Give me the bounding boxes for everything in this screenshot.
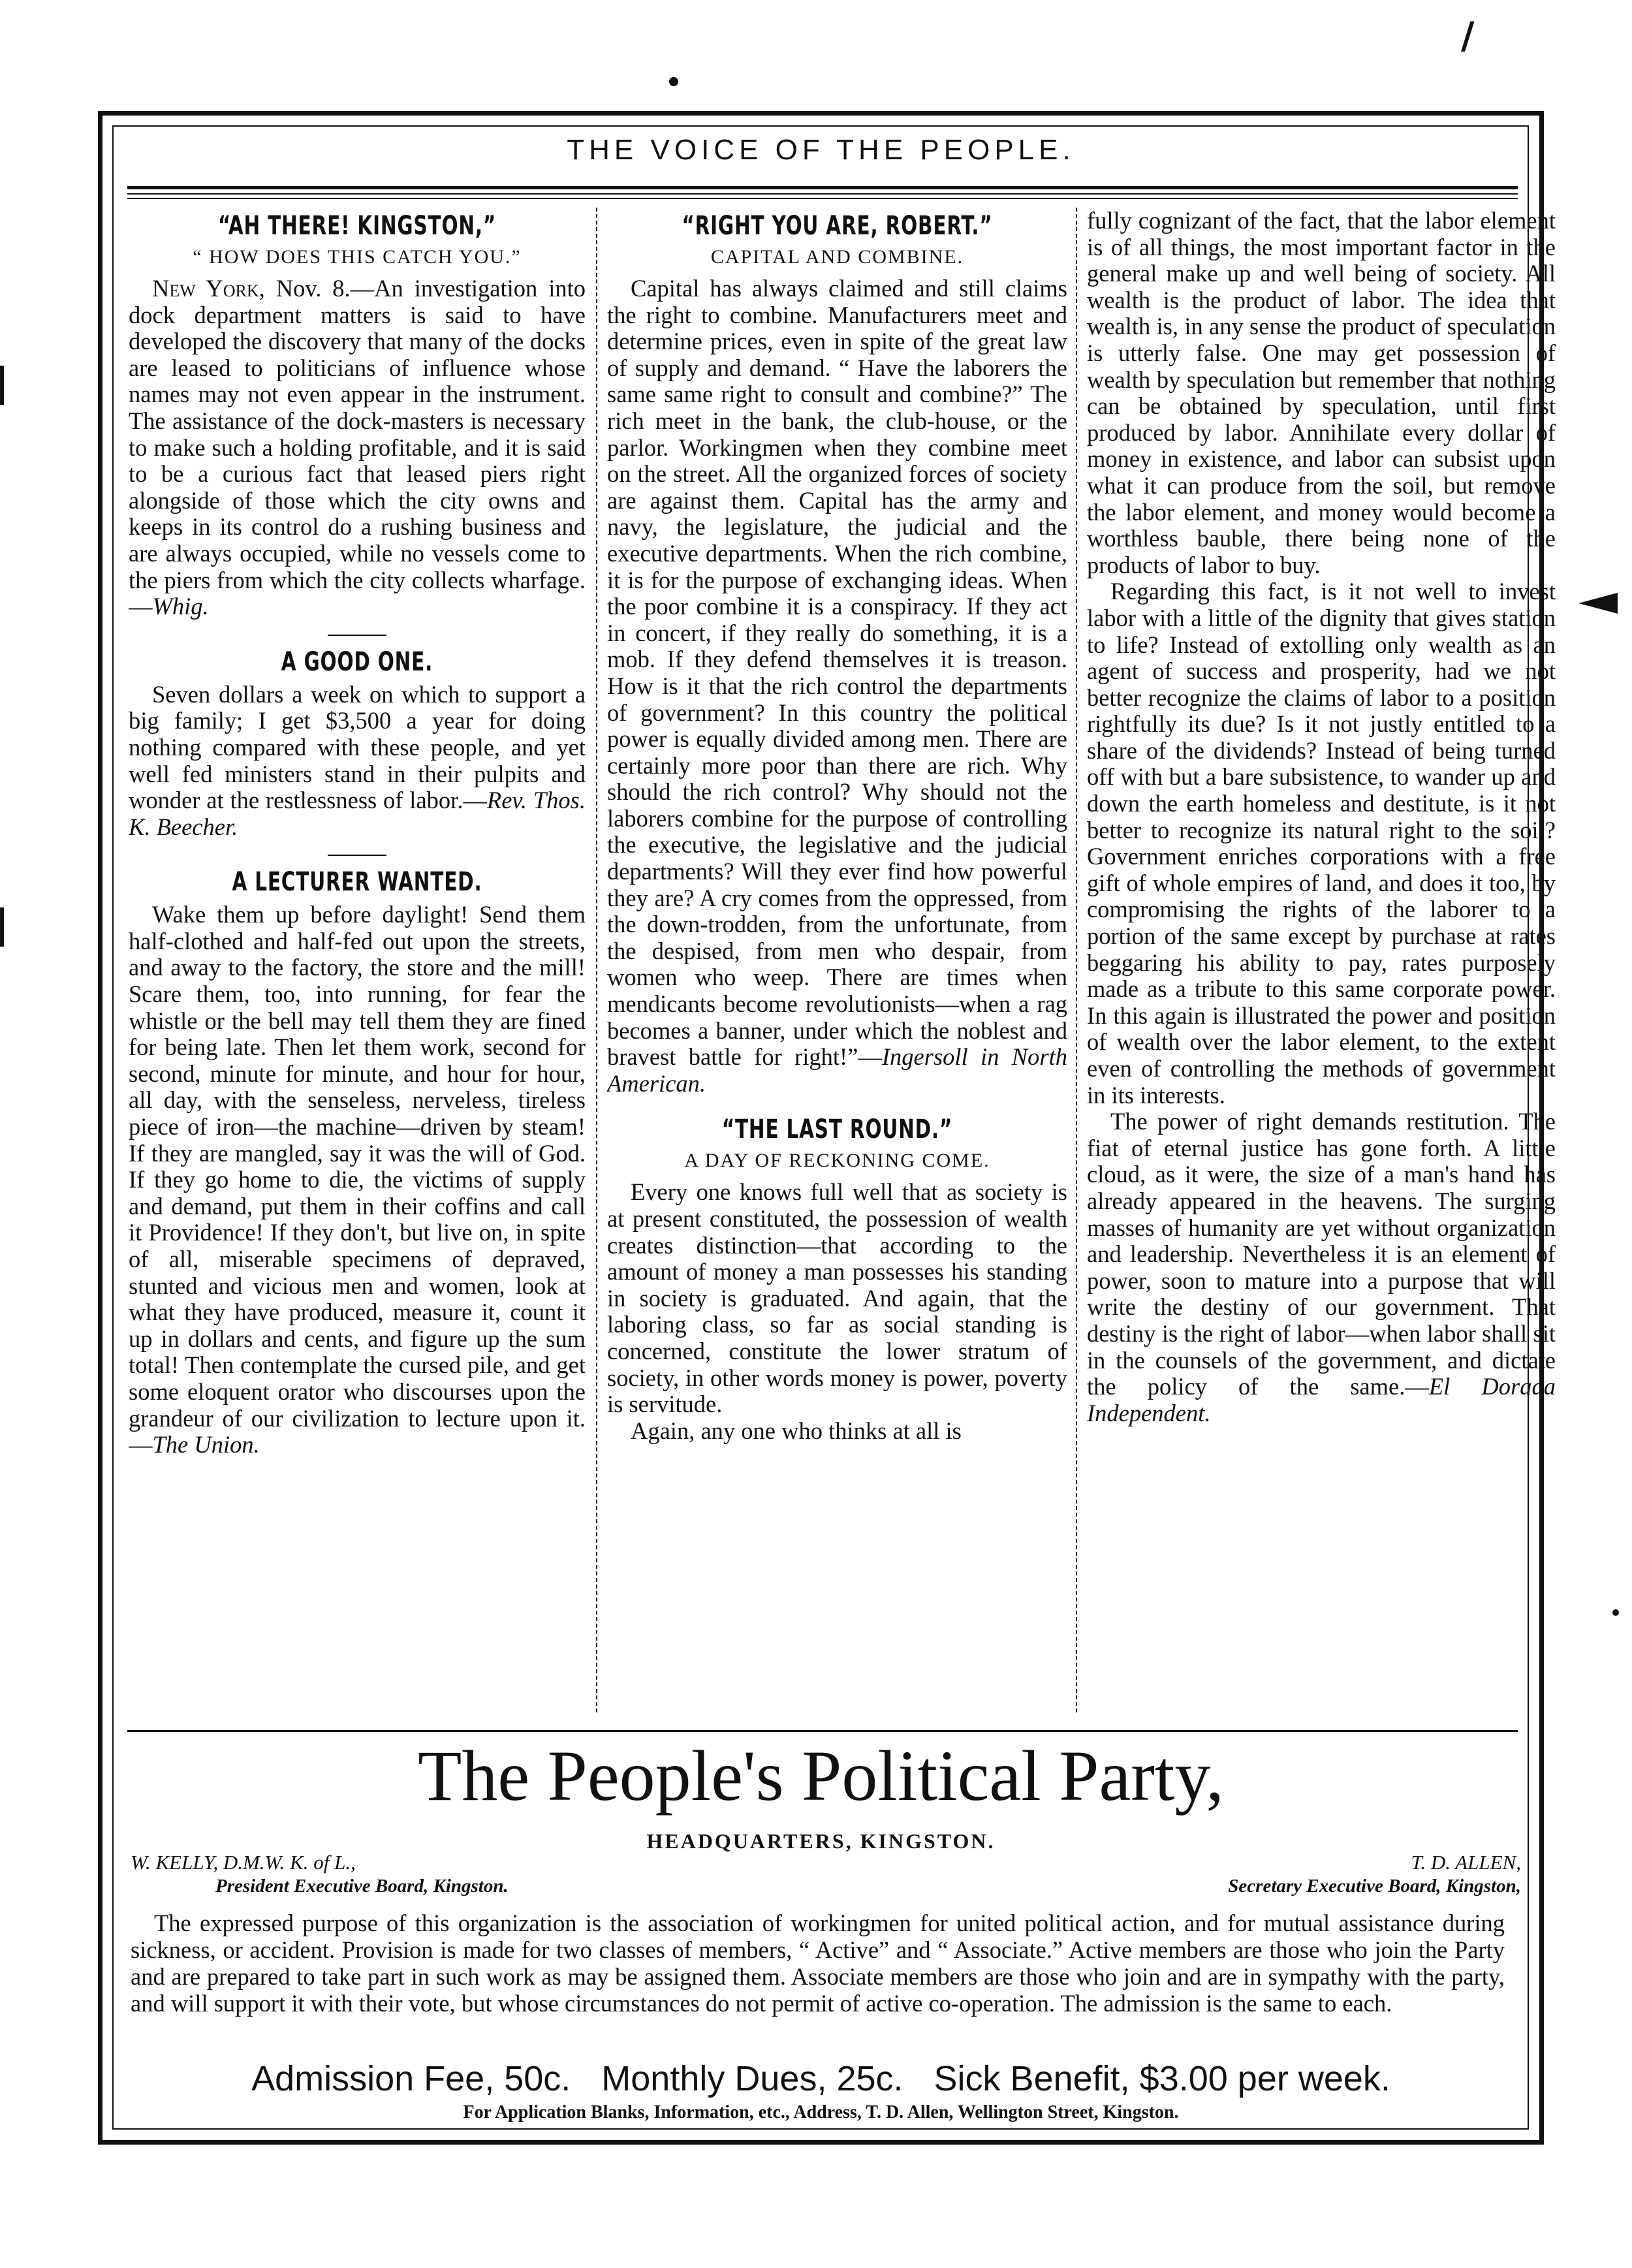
masthead-rule (127, 198, 1518, 199)
article-body: Again, any one who thinks at all is (631, 1417, 962, 1444)
column-2 (607, 208, 1067, 1729)
article-source: Ingersoll in North American. (607, 1043, 1067, 1097)
president-title: President Executive Board, Kingston. (215, 1876, 509, 1897)
article-subheading: CAPITAL AND COMBINE. (710, 246, 964, 268)
article-source: Rev. Thos. K. Beecher. (129, 787, 586, 840)
article-headline: A GOOD ONE. (281, 646, 433, 677)
masthead-rule (127, 193, 1518, 195)
article-separator (328, 855, 386, 856)
article-separator (328, 635, 386, 636)
article-headline: “THE LAST ROUND.” (721, 1114, 953, 1145)
article-dateline: New York (152, 275, 259, 302)
margin-dot-mark (1612, 1609, 1619, 1616)
column-1 (129, 208, 586, 1729)
article-headline: A LECTURER WANTED. (232, 867, 482, 898)
article-body: New York, Nov. 8.—An investigation into dock department matters is said to have developed the discovery that many of the docks are leased to politicians of influence whose names may not even appear in the instrument. The assistance of the dock-masters is necessary to make such a holding profitable, and it is said to be a curious fact that leased piers right alongside of those which the city owns and keeps in its control do a rushing business and are always occupied, while no vessels come to the piers from which the city collects wharfage.—Whig. (129, 275, 586, 620)
president-name: W. KELLY, D.M.W. K. of L., (131, 1851, 356, 1874)
secretary-block (1228, 1851, 1521, 1898)
article-body: Seven dollars a week on which to support a big family; I get $3,500 a year for doing nothing compared with these people, and yet well fed ministers stand in their pulpits and wonder at the restlessness of labor.—Rev. Thos. K. Beecher. (129, 680, 586, 840)
president-block (131, 1851, 509, 1898)
section-rule (127, 1730, 1518, 1732)
article-body: Wake them up before daylight! Send them half-clothed and half-fed out upon the streets, and away to the factory, the store and the mill! Scare them, too, into running, for fear the whistle or the bell may tell them they are fined for being late. Then let them work, second for second, minute for minute, and hour for hour, all day, with the senseless, nerveless, tireless piece of iron—the machine—driven by steam! If they are mangled, say it was the will of God. If they go home to die, the victims of supply and demand, put them in their coffins and call it Providence! If they don't, but live on, in spite of all, miserable specimens of depraved, stunted and vicious men and women, look at what they have produced, measure it, count it up in dollars and cents, and figure up the sum total! Then contemplate the cursed pile, and get some eloquent orator who discourses upon the grandeur of our civilization to lecture upon it.—The Union. (129, 901, 586, 1458)
margin-slash-mark: / (1461, 14, 1475, 57)
party-purpose: The expressed purpose of this organization is the association of workingmen for united political action, and for mutual assistance during sickness, or accident. Provision is made for two classes of members, “ Active” and “ Associate.” Active members are those who join the Party and are prepared to take part in such work as may be assigned them. Associate members are those who join and are in sympathy with the party, and will support it with their vote, but whose circumstances do not permit of active co-operation. The admission is the same to each. (131, 1910, 1505, 2017)
article-body: Capital has always claimed and still claims the right to combine. Manufacturers meet and determine prices, even in spite of the great law of supply and demand. “ Have the laborers the same same right to consult and combine?” The rich meet in the bank, the club-house, or the parlor. Workingmen when they combine meet on the street. All the organized forces of society are against them. Capital has the army and navy, the legislature, the judicial and the executive departments. When the rich combine, it is for the purpose of exchanging ideas. When the poor combine it is a conspiracy. If they act in concert, if they really do something, it is a mob. If they defend themselves it is treason. How is it that the rich control the departments of government? In this country the political power is equally divided among men. There are certainly more poor than there are rich. Why should the rich control? Why should not the laborers combine for the purpose of controlling the executive, the legislative and the judicial departments? Will they ever find how powerful they are? A cry comes from the oppressed, from the down-trodden, from the unfortunate, from the despised, from men who despair, from women who weep. There are times when mendicants become revolutionists—when a rag becomes a banner, under which the noblest and bravest battle for right!”—Ingersoll in North American. (607, 275, 1067, 1097)
article-body: Every one knows full well that as society is at present constituted, the possession of wealth creates distinction—that according to the amount of money a man possesses his standing in society is graduated. And again, that the laboring class, so far as social standing is concerned, constitute the lower stratum of society, in other words money is power, poverty is servitude. (607, 1178, 1067, 1418)
article-source: Whig. (152, 593, 209, 620)
article-subheading: A DAY OF RECKONING COME. (684, 1150, 990, 1172)
column-rule (1076, 208, 1077, 1712)
secretary-title: Secretary Executive Board, Kingston, (1228, 1876, 1521, 1897)
article-headline: “RIGHT YOU ARE, ROBERT.” (682, 211, 993, 241)
article-source: The Union. (152, 1431, 260, 1458)
article-body: The power of right demands restitution. The fiat of eternal justice has gone forth. A little cloud, as it were, the size of a man's hand has already appeared in the heavens. The surging masses of humanity are yet without organization and leadership. Nevertheless it is an element of power, soon to mature into a purpose that will write the destiny of our government. That destiny is the right of labor—when labor shall sit in the counsels of the government, and dictate the policy of the same.—El Dorada Independent. (1087, 1108, 1556, 1426)
fee-line (118, 2058, 1524, 2100)
monthly-dues: Monthly Dues, 25c. (601, 2059, 903, 2098)
application-address: For Application Blanks, Information, etc., Address, T. D. Allen, Wellington Street, Kingston. (463, 2102, 1179, 2122)
margin-dot-mark (669, 77, 678, 86)
article-body: Regarding this fact, is it not well to invest labor with a little of the dignity that gives station to life? Instead of extolling only wealth as an agent of success and prosperity, had we not better recognize the claims of labor to a position rightfully its due? Is it not justly entitled to a share of the dividends? Instead of being turned off with but a bare subsistence, to wander up and down the earth homeless and destitute, is it not better to recognize its natural right to the soil? Government enriches corporations with a free gift of whole empires of land, and does it too, by compromising the rights of the laborer to a portion of the same except by purchase at rates beggaring his ability to pay, rates purposely made as a tribute to this same corporate power. In this again is illustrated the power and position of wealth over the labor element, to the extent even of controlling the methods of government in its interests. (1087, 578, 1556, 1109)
column-rule (596, 208, 597, 1712)
secretary-name: T. D. ALLEN, (1411, 1851, 1521, 1874)
admission-fee: Admission Fee, 50c. (251, 2059, 571, 2098)
sick-benefit: Sick Benefit, $3.00 per week. (934, 2059, 1390, 2098)
party-title: The People's Political Party, (418, 1736, 1224, 1816)
party-headquarters: HEADQUARTERS, KINGSTON. (646, 1829, 996, 1853)
margin-tick-mark (0, 366, 4, 405)
margin-arrow-mark (1578, 593, 1618, 614)
article-body: fully cognizant of the fact, that the labor element is of all things, the most important factor in the general make up and well being of society. All wealth is the product of labor. The idea that wealth is, in any sense the product of speculation is utterly false. One may get possession of wealth by speculation but remember that nothing can be obtained by speculation, until first produced by labor. Annihilate every dollar of money in existence, and labor can subsist upon what it can produce from the soil, but remove the labor element, and money would become a worthless bauble, there being none of the products of labor to buy. (1087, 208, 1556, 578)
article-headline: “AH THERE! KINGSTON,” (217, 211, 497, 241)
masthead-title: THE VOICE OF THE PEOPLE. (567, 134, 1075, 166)
column-3 (1087, 208, 1556, 1729)
article-subheading: “ HOW DOES THIS CATCH YOU.” (193, 246, 522, 268)
margin-tick-mark (0, 907, 4, 947)
article-source: El Dorada Independent. (1087, 1373, 1556, 1426)
masthead-rule (127, 186, 1518, 189)
